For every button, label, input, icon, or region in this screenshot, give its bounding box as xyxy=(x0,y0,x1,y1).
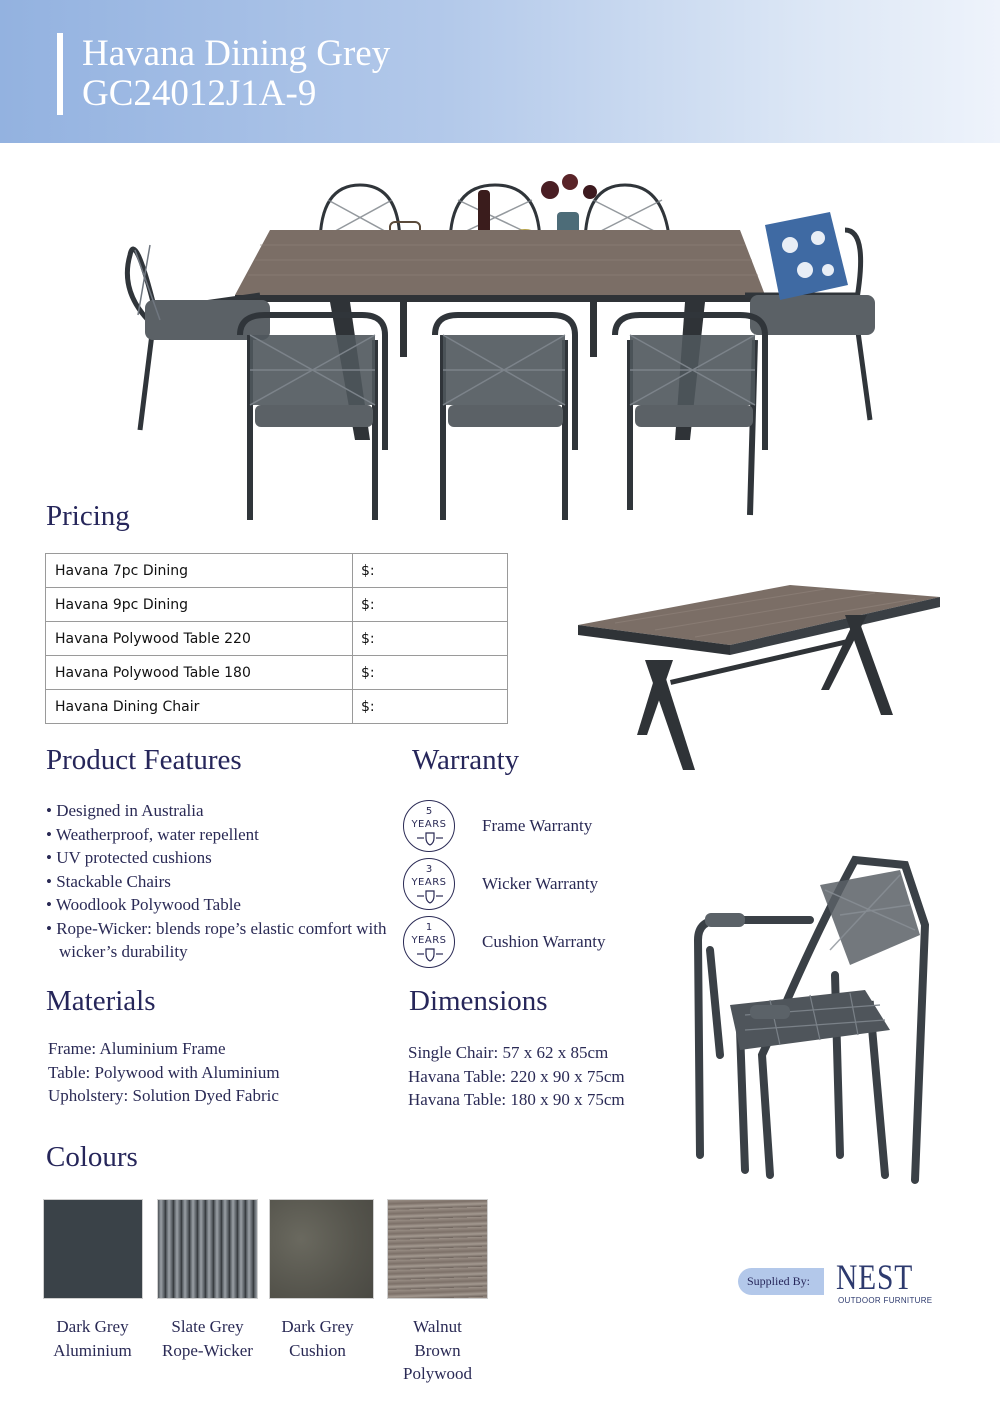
shield-icon xyxy=(417,832,443,846)
pricing-table xyxy=(45,553,508,724)
page-header xyxy=(0,0,1000,143)
warranty-frame xyxy=(403,800,592,852)
supplied-by-tag: Supplied By: xyxy=(738,1268,824,1295)
dimension-line: Havana Table: 220 x 90 x 75cm xyxy=(408,1066,625,1086)
table-row xyxy=(46,588,508,622)
nest-logo: NEST xyxy=(836,1257,914,1297)
swatch-label-line: Rope-Wicker xyxy=(162,1340,253,1360)
list-item: • Woodlook Polywood Table xyxy=(46,893,396,917)
pricing-value: $: xyxy=(353,690,508,724)
table-row xyxy=(46,656,508,690)
material-line: Table: Polywood with Aluminium xyxy=(48,1062,280,1082)
dining-set-image xyxy=(100,150,900,530)
pricing-value: $: xyxy=(353,554,508,588)
dimensions-heading: Dimensions xyxy=(409,985,548,1017)
dimensions-list xyxy=(408,1041,625,1112)
swatch-dark-grey-cushion xyxy=(269,1199,374,1299)
warranty-badge-icon xyxy=(403,800,455,852)
swatch-label-line: Walnut xyxy=(413,1317,462,1336)
swatch-label xyxy=(265,1315,370,1362)
pricing-item: Havana Polywood Table 180 xyxy=(46,656,353,690)
swatch-label xyxy=(385,1315,490,1386)
nest-tagline: OUTDOOR FURNITURE xyxy=(838,1296,933,1305)
pricing-heading: Pricing xyxy=(46,500,130,532)
title-accent-bar xyxy=(57,33,63,115)
swatch-label-line: Dark Grey xyxy=(56,1317,129,1336)
swatch-label-line: Cushion xyxy=(289,1340,346,1360)
table-image xyxy=(575,585,945,775)
colours-heading: Colours xyxy=(46,1141,138,1173)
years-label: YEARS xyxy=(411,935,447,946)
shield-icon xyxy=(417,890,443,904)
swatch-label xyxy=(150,1315,265,1362)
years-label: YEARS xyxy=(411,819,447,830)
list-item: • Stackable Chairs xyxy=(46,870,396,894)
table-row xyxy=(46,554,508,588)
warranty-badge-icon xyxy=(403,916,455,968)
warranty-wicker xyxy=(403,858,598,910)
pricing-value: $: xyxy=(353,622,508,656)
warranty-badge-icon xyxy=(403,858,455,910)
pricing-item: Havana Dining Chair xyxy=(46,690,353,724)
pricing-value: $: xyxy=(353,588,508,622)
swatch-label-line: Brown xyxy=(414,1340,461,1360)
pricing-value: $: xyxy=(353,656,508,690)
warranty-years: 3 xyxy=(425,864,433,875)
years-label: YEARS xyxy=(411,877,447,888)
stacked-chairs-image xyxy=(690,855,945,1185)
swatch-label-line: Slate Grey xyxy=(171,1317,244,1336)
swatch-label-line: Dark Grey xyxy=(281,1317,354,1336)
dimension-line: Single Chair: 57 x 62 x 85cm xyxy=(408,1043,609,1062)
swatch-label-line: Polywood xyxy=(403,1364,472,1383)
warranty-years: 5 xyxy=(425,806,433,817)
pricing-item: Havana 7pc Dining xyxy=(46,554,353,588)
warranty-label: Cushion Warranty xyxy=(482,932,606,951)
pricing-item: Havana 9pc Dining xyxy=(46,588,353,622)
product-title xyxy=(82,34,390,114)
warranty-label: Wicker Warranty xyxy=(482,874,599,893)
list-item: • Designed in Australia xyxy=(46,799,396,823)
swatch-label xyxy=(40,1315,145,1362)
warranty-heading: Warranty xyxy=(412,744,520,776)
list-item: • Weatherproof, water repellent xyxy=(46,823,396,847)
dimension-line: Havana Table: 180 x 90 x 75cm xyxy=(408,1090,625,1109)
product-name: Havana Dining Grey xyxy=(82,33,391,74)
pricing-item: Havana Polywood Table 220 xyxy=(46,622,353,656)
product-code: GC24012J1A-9 xyxy=(82,73,317,114)
features-list xyxy=(46,799,396,964)
swatch-dark-grey-aluminium xyxy=(43,1199,143,1299)
table-row xyxy=(46,622,508,656)
list-item: • UV protected cushions xyxy=(46,846,396,870)
swatch-slate-grey-rope-wicker xyxy=(157,1199,258,1299)
shield-icon xyxy=(417,948,443,962)
warranty-years: 1 xyxy=(425,922,433,933)
material-line: Upholstery: Solution Dyed Fabric xyxy=(48,1086,279,1105)
materials-list xyxy=(48,1037,280,1108)
material-line: Frame: Aluminium Frame xyxy=(48,1039,226,1058)
swatch-walnut-brown-polywood xyxy=(387,1199,488,1299)
materials-heading: Materials xyxy=(46,985,156,1017)
warranty-label: Frame Warranty xyxy=(482,816,593,835)
list-item: • Rope-Wicker: blends rope’s elastic comfort with wicker’s durability xyxy=(46,917,396,964)
warranty-cushion xyxy=(403,916,605,968)
swatch-label-line: Aluminium xyxy=(53,1340,132,1360)
features-heading: Product Features xyxy=(46,744,242,776)
table-row xyxy=(46,690,508,724)
